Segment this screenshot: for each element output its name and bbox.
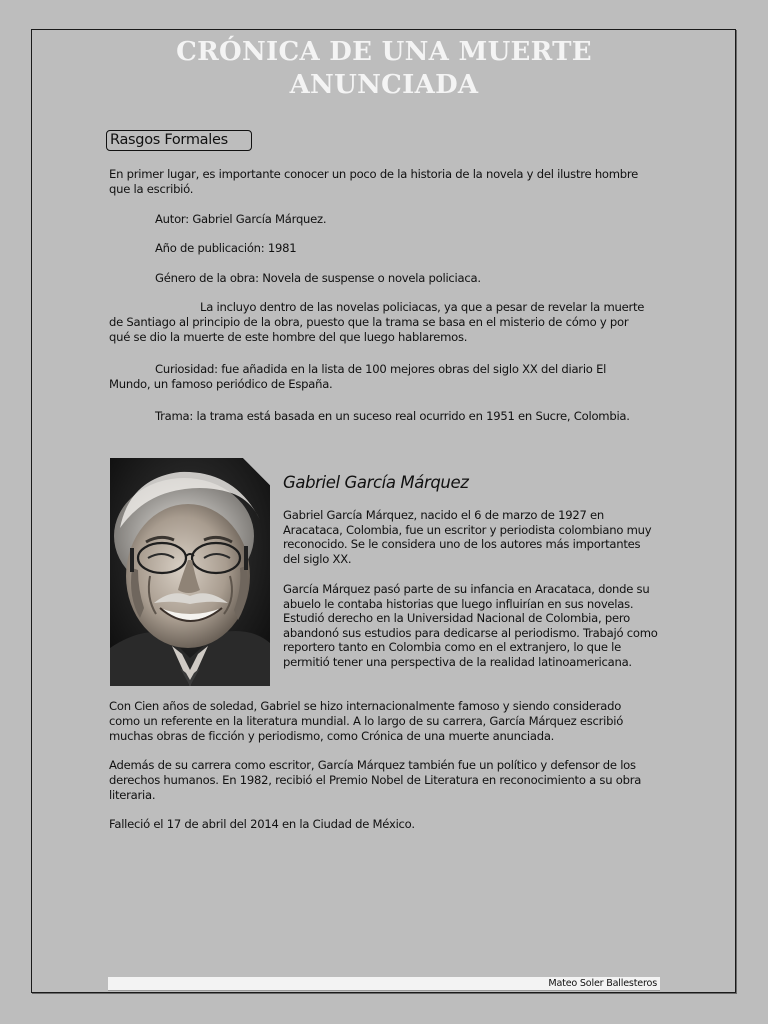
plot-paragraph: Trama: la trama está basada en un suceso real ocurrido en 1951 en Sucre, Colombia. (155, 409, 630, 423)
section-heading: Rasgos Formales (106, 130, 252, 151)
genre-explanation: La incluyo dentro de las novelas policiacas, ya que a pesar de revelar la muerte de Santiago al principio de la obra, puesto que la trama se basa en el misterio de cómo y por qué se dio la muerte de este hombre del que luego hablaremos. (109, 300, 645, 344)
biography-paragraph-2: García Márquez pasó parte de su infancia en Aracataca, donde su abuelo le contaba historias que luego influirían en sus novelas. Estudió derecho en la Universidad Nacional de Colombia, pero abandonó sus estudios para dedicarse al periodismo. Trabajó como reportero tanto en Colombia como en el extranjero, lo que le permitió tener una perspectiva de la realidad latinoamericana. (283, 582, 658, 669)
biography-paragraph-5: Falleció el 17 de abril del 2014 en la Ciudad de México. (109, 817, 415, 831)
author-line: Autor: Gabriel García Márquez. (155, 212, 327, 226)
document-title (0, 36, 768, 102)
footer-author: Mateo Soler Ballesteros (548, 978, 657, 989)
genre-line: Género de la obra: Novela de suspense o novela policiaca. (155, 271, 481, 285)
biography-name: Gabriel García Márquez (283, 473, 469, 492)
biography-paragraph-3: Con Cien años de soledad, Gabriel se hizo internacionalmente famoso y siendo considerado como un referente en la literatura mundial. A lo largo de su carrera, García Márquez escribió muchas obras de ficción y periodismo, como Crónica de una muerte anunciada. (109, 699, 624, 743)
biography-paragraph-1: Gabriel García Márquez, nacido el 6 de marzo de 1927 en Aracataca, Colombia, fue un escritor y periodista colombiano muy reconocido. Se le considera uno de los autores más importantes del siglo XX. (283, 508, 652, 566)
footer-bar (108, 977, 660, 991)
title-line-1: CRÓNICA DE UNA MUERTE (176, 37, 592, 67)
biography-paragraph-4: Además de su carrera como escritor, García Márquez también fue un político y defensor de los derechos humanos. En 1982, recibió el Premio Nobel de Literatura en reconocimiento a su obra literaria. (109, 758, 642, 802)
curiosity-paragraph: Curiosidad: fue añadida en la lista de 100 mejores obras del siglo XX del diario El Mundo, un famoso periódico de España. (109, 362, 607, 391)
title-line-2: ANUNCIADA (289, 70, 479, 100)
intro-paragraph: En primer lugar, es importante conocer un poco de la historia de la novela y del ilustre hombre que la escribió. (109, 167, 639, 196)
year-line: Año de publicación: 1981 (155, 241, 297, 255)
author-portrait (110, 458, 270, 686)
